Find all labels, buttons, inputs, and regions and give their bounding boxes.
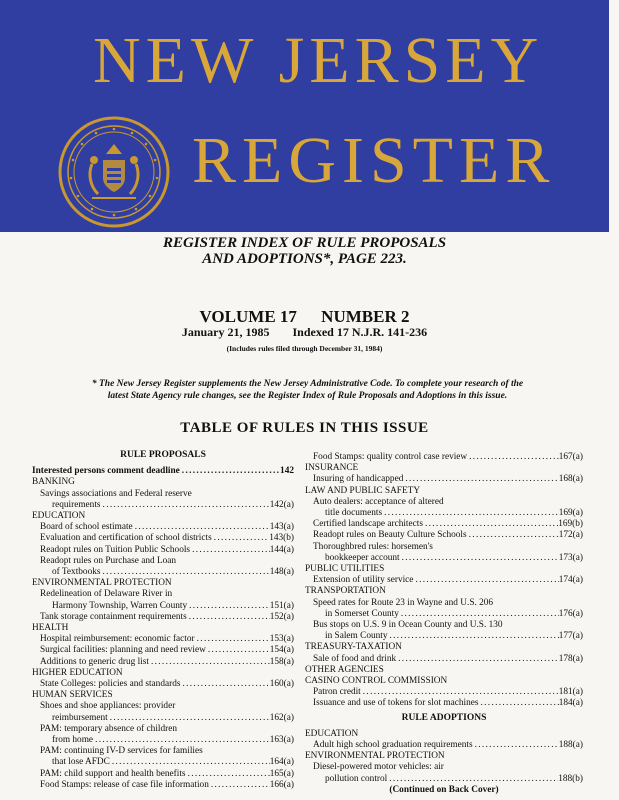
- toc-entry-page: 148(a): [269, 567, 294, 578]
- toc-entry-title: Readopt rules on Tuition Public Schools: [40, 544, 191, 555]
- toc-entry-title: Tank storage containment requirements: [40, 611, 187, 622]
- toc-entry-title-line: PAM: continuing IV-D services for families: [40, 746, 203, 757]
- continued-note: (Continued on Back Cover): [389, 784, 499, 795]
- toc-entry: [32, 612, 294, 623]
- toc-entry-title: in Somerset County: [325, 608, 399, 619]
- toc-entry: [32, 500, 294, 511]
- toc-entry: [32, 757, 294, 768]
- dot-leader: [361, 687, 559, 698]
- toc-entry-title-line: Speed rates for Route 23 in Wayne and U.S. 206: [313, 597, 494, 608]
- toc-entry-title: requirements: [52, 499, 101, 510]
- dot-leader: [101, 500, 270, 511]
- dot-leader: [399, 609, 559, 620]
- dot-leader: [187, 612, 270, 623]
- toc-entry-title: Board of school estimate: [40, 522, 133, 533]
- toc-entry-title-line: Shoes and shoe appliances: provider: [40, 701, 176, 712]
- toc-entry-title: in Salem County: [325, 631, 388, 642]
- dot-leader: [180, 679, 269, 690]
- dot-leader: [396, 654, 559, 665]
- toc-entry-title: Issuance and use of tokens for slot machines: [313, 698, 479, 709]
- toc-title: TABLE OF RULES IN THIS ISSUE: [180, 420, 429, 436]
- toc-entry-page: 169(b): [558, 519, 583, 530]
- masthead-title-line1: NEW JERSEY: [93, 24, 544, 97]
- toc-entry-title: Readopt rules on Beauty Culture Schools: [313, 530, 467, 541]
- toc-entry-page: 176(a): [558, 608, 583, 619]
- toc-entry-page: 162(a): [269, 712, 294, 723]
- toc-entry-title-line: Auto dealers: acceptance of altered: [313, 496, 444, 507]
- toc-entry: [32, 780, 294, 791]
- toc-entry: [305, 530, 583, 541]
- masthead-banner: [0, 0, 609, 232]
- toc-entry-title: Evaluation and certification of school districts: [40, 533, 212, 544]
- toc-entry-title: bookkeeper account: [325, 552, 400, 563]
- agency-section-heading: HUMAN SERVICES: [32, 690, 113, 701]
- toc-entry-page: 152(a): [269, 611, 294, 622]
- toc-entry: [305, 698, 583, 709]
- toc-entry: [305, 575, 583, 586]
- toc-entry: [32, 679, 294, 690]
- dot-leader: [423, 519, 558, 530]
- toc-entry: [32, 466, 294, 477]
- toc-entry-title: from home: [52, 735, 94, 746]
- rule-proposals-heading: RULE PROPOSALS: [120, 450, 206, 460]
- includes-note: (Includes rules filed through December 31, 1984): [226, 344, 383, 353]
- number-label: NUMBER 2: [321, 307, 410, 326]
- toc-entry-title-line: Thoroughbred rules: horsemen's: [313, 541, 433, 552]
- toc-entry-page: 174(a): [558, 575, 583, 586]
- toc-entry-title: Sale of food and drink: [313, 653, 397, 664]
- dot-leader: [195, 634, 270, 645]
- toc-entry-title: State Colleges: policies and standards: [40, 679, 181, 690]
- toc-entry: [305, 609, 583, 620]
- dot-leader: [206, 645, 270, 656]
- toc-entry: [305, 774, 583, 785]
- dot-leader: [133, 522, 270, 533]
- dot-leader: [382, 508, 559, 519]
- toc-entry-title: Extension of utility service: [313, 575, 414, 586]
- toc-entry-title: Hospital reimbursement: economic factor: [40, 634, 195, 645]
- toc-entry-page: 172(a): [558, 530, 583, 541]
- toc-entry: [32, 645, 294, 656]
- rule-adoptions-heading: RULE ADOPTIONS: [401, 712, 487, 723]
- dot-leader: [467, 530, 559, 541]
- toc-entry-title: that lose AFDC: [52, 757, 110, 768]
- toc-entry-title: Harmony Township, Warren County: [52, 600, 188, 611]
- agency-section-heading: ENVIRONMENTAL PROTECTION: [305, 751, 445, 762]
- index-subtitle-line2: AND ADOPTIONS*, PAGE 223.: [202, 251, 407, 267]
- agency-section-heading: HEALTH: [32, 623, 69, 634]
- toc-entry-page: 188(a): [558, 740, 583, 751]
- toc-entry-page: 165(a): [269, 768, 294, 779]
- agency-section-heading: BANKING: [32, 477, 75, 488]
- agency-section-heading: PUBLIC UTILITIES: [305, 564, 385, 575]
- toc-entry-title: Certified landscape architects: [313, 519, 423, 530]
- toc-entry-page: 158(a): [269, 656, 294, 667]
- issue-volume-line: [0, 307, 609, 327]
- dot-leader: [467, 452, 559, 463]
- toc-entry: [32, 713, 294, 724]
- toc-entry-title: of Textbooks: [52, 567, 101, 578]
- dot-leader: [187, 601, 270, 612]
- issue-date-line: [0, 325, 609, 340]
- toc-entry-title: Food Stamps: quality control case review: [313, 452, 468, 462]
- dot-leader: [93, 735, 270, 746]
- toc-entry-title: PAM: child support and health benefits: [40, 768, 186, 779]
- toc-entry-title-line: Savings associations and Federal reserve: [40, 488, 192, 499]
- toc-entry: [32, 634, 294, 645]
- toc-entry-page: 143(b): [269, 533, 294, 544]
- agency-section-heading: CASINO CONTROL COMMISSION: [305, 676, 448, 687]
- toc-entry-page: 177(a): [558, 631, 583, 642]
- toc-entry-page: 169(a): [558, 508, 583, 519]
- dot-leader: [479, 698, 559, 709]
- toc-entry: [32, 769, 294, 780]
- toc-entry: [305, 654, 583, 665]
- toc-entry-page: 151(a): [269, 600, 294, 611]
- dot-leader: [209, 780, 270, 791]
- toc-entry-title: title documents: [325, 508, 383, 519]
- toc-entry-title: Patron credit: [313, 687, 361, 698]
- toc-entry-page: 188(b): [558, 773, 583, 784]
- toc-entry-page: 142: [280, 466, 294, 477]
- supplement-note-line1: * The New Jersey Register supplements the New Jersey Administrative Code. To complete your research of the: [91, 379, 524, 389]
- toc-left-column: [32, 447, 294, 791]
- indexed-range: Indexed 17 N.J.R. 141-236: [292, 325, 428, 339]
- agency-section-heading: INSURANCE: [305, 463, 359, 474]
- toc-entry-page: 160(a): [269, 679, 294, 690]
- toc-entry: [32, 601, 294, 612]
- index-subtitle-line1: REGISTER INDEX OF RULE PROPOSALS: [162, 235, 447, 251]
- toc-entry: [32, 657, 294, 668]
- left-entry-list: [32, 466, 294, 791]
- agency-section-heading: EDUCATION: [305, 728, 359, 739]
- dot-leader: [186, 769, 270, 780]
- toc-entry: [32, 533, 294, 544]
- toc-entry: [305, 508, 583, 519]
- agency-section-heading: TREASURY-TAXATION: [305, 642, 402, 653]
- toc-entry-title: Surgical facilities: planning and need review: [40, 645, 206, 656]
- toc-entry: [305, 474, 583, 485]
- dot-leader: [180, 466, 280, 477]
- toc-entry-title: Additions to generic drug list: [40, 656, 149, 667]
- toc-entry: [305, 740, 583, 751]
- toc-entry-title-line: Redelineation of Delaware River in: [40, 589, 173, 600]
- supplement-note-line2: latest State Agency rule changes, see the Register Index of Rule Proposals and Adoptions in this issue.: [107, 391, 508, 401]
- toc-entry-title-line: Bus stops on U.S. 9 in Ocean County and U.S. 130: [313, 620, 503, 631]
- agency-section-heading: OTHER AGENCIES: [305, 664, 384, 675]
- toc-entry: [305, 452, 583, 463]
- toc-entry-page: 166(a): [269, 779, 294, 790]
- agency-section-heading: ENVIRONMENTAL PROTECTION: [32, 578, 172, 589]
- toc-right-column: [305, 452, 583, 796]
- agency-section-heading: HIGHER EDUCATION: [32, 667, 123, 678]
- masthead-title-line2: REGISTER: [192, 124, 556, 197]
- toc-entry-title: reimbursement: [52, 712, 108, 723]
- toc-entry: [32, 567, 294, 578]
- toc-entry: [305, 519, 583, 530]
- toc-entry-title-line: Diesel-powered motor vehicles: air: [313, 762, 444, 773]
- toc-entry-page: 153(a): [269, 634, 294, 645]
- state-seal-icon: [58, 116, 170, 228]
- dot-leader: [110, 757, 270, 768]
- toc-entry-page: 173(a): [558, 552, 583, 563]
- toc-entry: [305, 553, 583, 564]
- toc-entry-page: 144(a): [269, 544, 294, 555]
- toc-entry-page: 181(a): [558, 687, 583, 698]
- dot-leader: [387, 774, 558, 785]
- toc-entry: [305, 687, 583, 698]
- dot-leader: [388, 631, 559, 642]
- dot-leader: [101, 567, 270, 578]
- dot-leader: [149, 657, 270, 668]
- dot-leader: [190, 545, 270, 556]
- dot-leader: [403, 474, 558, 485]
- toc-entry: [32, 522, 294, 533]
- toc-entry-title: Interested persons comment deadline: [32, 466, 180, 477]
- agency-section-heading: EDUCATION: [32, 511, 86, 522]
- toc-entry-page: 178(a): [558, 653, 583, 664]
- issue-date: January 21, 1985: [181, 325, 270, 339]
- toc-entry-page: 167(a): [558, 452, 583, 462]
- toc-entry-page: 163(a): [269, 735, 294, 746]
- toc-entry-page: 143(a): [269, 522, 294, 533]
- toc-entry-page: 142(a): [269, 499, 294, 510]
- toc-entry-title: pollution control: [325, 773, 388, 784]
- toc-entry-page: 168(a): [558, 474, 583, 485]
- dot-leader: [473, 740, 559, 751]
- dot-leader: [212, 533, 270, 544]
- toc-entry-title: Adult high school graduation requirements: [313, 740, 473, 751]
- dot-leader: [108, 713, 270, 724]
- right-entry-list: [305, 452, 583, 796]
- toc-entry-page: 184(a): [558, 698, 583, 709]
- toc-entry-title: Food Stamps: release of case file information: [40, 779, 209, 790]
- supplement-note: [30, 378, 585, 402]
- toc-entry-title-line: PAM: temporary absence of children: [40, 723, 178, 734]
- dot-leader: [413, 575, 558, 586]
- agency-section-heading: LAW AND PUBLIC SAFETY: [305, 485, 421, 496]
- toc-entry-page: 154(a): [269, 645, 294, 656]
- toc-entry-title-line: Readopt rules on Purchase and Loan: [40, 555, 177, 566]
- dot-leader: [400, 553, 559, 564]
- toc-entry-page: 164(a): [269, 757, 294, 768]
- toc-entry-title: Insuring of handicapped: [313, 474, 404, 485]
- toc-entry: [32, 735, 294, 746]
- volume-label: VOLUME 17: [199, 307, 297, 326]
- toc-entry: [32, 545, 294, 556]
- agency-section-heading: TRANSPORTATION: [305, 586, 386, 597]
- toc-entry: [305, 631, 583, 642]
